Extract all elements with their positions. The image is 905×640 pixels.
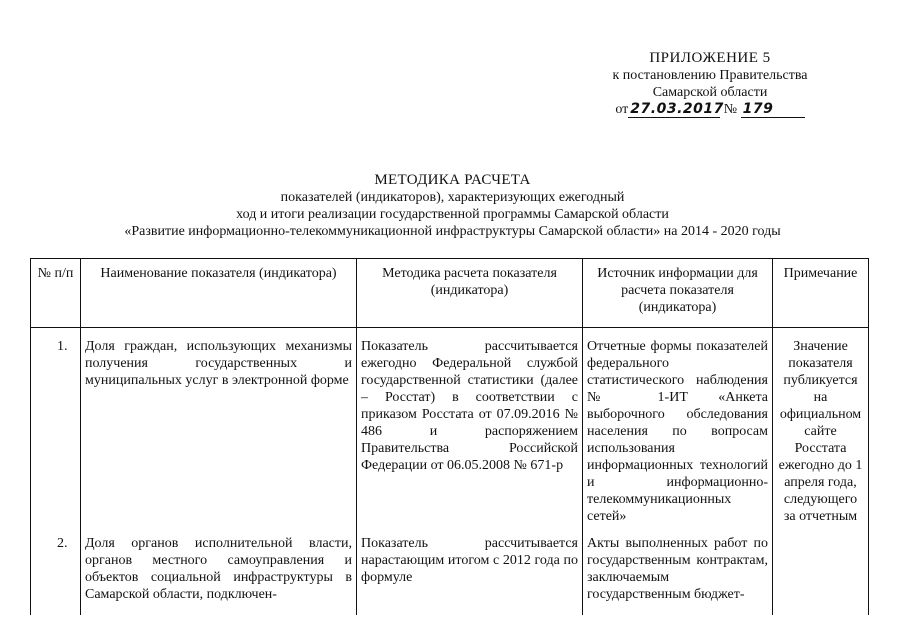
information-source: Акты выполненных работ по государственным контрактам, заключаемым государственным бюджет- (583, 525, 773, 615)
header-num: № п/п (31, 259, 81, 328)
calculation-method: Показатель рассчитывается нарастающим итогом с 2012 года по формуле (357, 525, 583, 615)
information-source: Отчетные формы показателей федерального статистического наблюдения № 1-ИТ «Анкета выборочного обследования населения по вопросам использования информационных технологий и информационно-телекоммуникационных сетей» (583, 328, 773, 526)
row-number: 1. (31, 328, 81, 526)
calculation-method: Показатель рассчитывается ежегодно Федеральной службой государственной статистики (далее – Росстат) в соответствии с приказом Росстата от 07.09.2016 № 486 и распоряжением Правительства Российской Федерации от 06.05.2008 № 671-р (357, 328, 583, 526)
row-number: 2. (31, 525, 81, 615)
indicator-name: Доля органов исполнительной власти, органов местного самоуправления и объектов социальной инфраструктуры в Самарской области, подключен- (81, 525, 357, 615)
order-line (560, 101, 860, 118)
number-sign: № (723, 102, 738, 117)
title-line-1: показателей (индикаторов), характеризующих ежегодный (280, 190, 625, 205)
header-method: Методика расчета показателя (индикатора) (357, 259, 583, 328)
table-row (31, 525, 869, 615)
appendix-title: ПРИЛОЖЕНИЕ 5 (649, 50, 771, 66)
title-main: МЕТОДИКА РАСЧЕТА (374, 172, 531, 188)
order-prefix: от (615, 102, 629, 117)
appendix-line-1: к постановлению Правительства (612, 68, 808, 83)
note: Значение показателя публикуется на официальном сайте Росстата ежегодно до 1 апреля года, следующего за отчетным (773, 328, 869, 526)
order-number: 179 (741, 102, 805, 118)
header-name: Наименование показателя (индикатора) (81, 259, 357, 328)
appendix-line-2: Самарской области (652, 85, 768, 100)
header-note: Примечание (773, 259, 869, 328)
header-source: Источник информации для расчета показателя (индикатора) (583, 259, 773, 328)
indicator-name: Доля граждан, использующих механизмы получения государственных и муниципальных услуг в электронной форме (81, 328, 357, 526)
table-row (31, 328, 869, 526)
title-line-3: «Развитие информационно-телекоммуникационной инфраструктуры Самарской области» на 2014 - 2020 годы (124, 224, 781, 239)
order-date: 27.03.2017 (630, 101, 724, 117)
title-line-2: ход и итоги реализации государственной программы Самарской области (236, 207, 669, 222)
document-title (30, 172, 875, 240)
table-header-row (31, 259, 869, 328)
appendix-header (560, 50, 860, 118)
indicators-table (30, 258, 869, 615)
note (773, 525, 869, 615)
